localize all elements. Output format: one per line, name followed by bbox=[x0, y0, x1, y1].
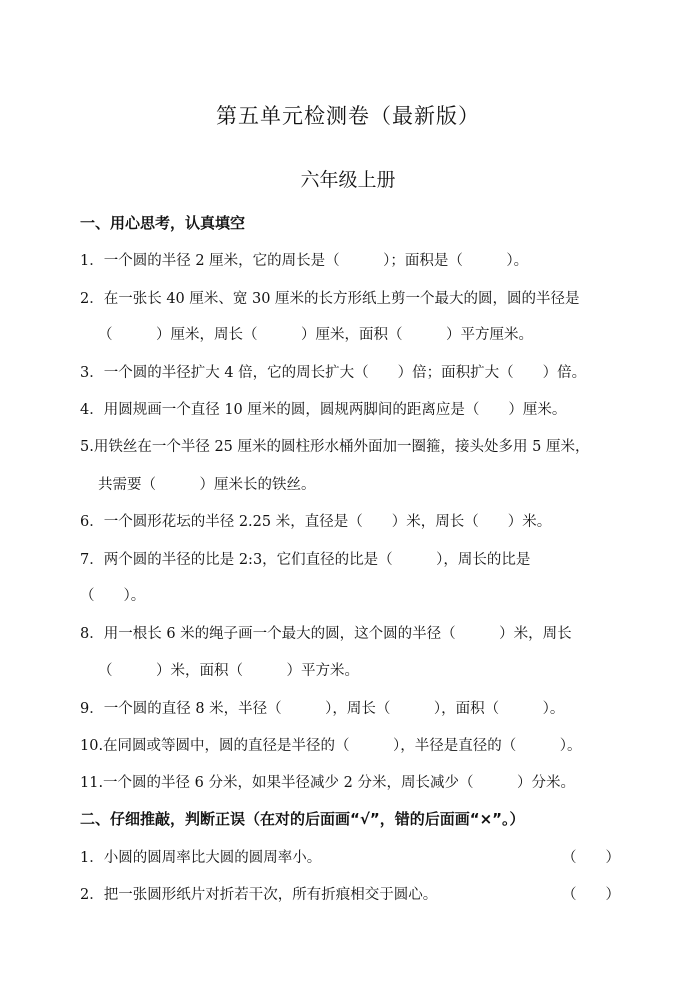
question-line: 4．用圆规画一个直径 10 厘米的圆，圆规两脚间的距离应是（ ）厘米。 bbox=[80, 402, 567, 418]
question-line: 1．一个圆的半径 2 厘米，它的周长是（ ）；面积是（ ）。 bbox=[80, 253, 529, 269]
question-line: 7．两个圆的半径的比是 2:3，它们直径的比是（ ），周长的比是 bbox=[80, 552, 531, 568]
question-line: 10.在同圆或等圆中，圆的直径是半径的（ ），半径是直径的（ ）。 bbox=[80, 738, 582, 754]
question-line: （ ）厘米，周长（ ）厘米，面积（ ）平方厘米。 bbox=[98, 327, 533, 343]
question-line: （ ）米，面积（ ）平方米。 bbox=[98, 663, 359, 679]
question-line: （ ）。 bbox=[80, 588, 146, 604]
question-line: 共需要（ ）厘米长的铁丝。 bbox=[98, 477, 316, 493]
question-line: 6．一个圆形花坛的半径 2.25 米，直径是（ ）米，周长（ ）米。 bbox=[80, 514, 552, 530]
question-line: 3．一个圆的半径扩大 4 倍，它的周长扩大（ ）倍；面积扩大（ ）倍。 bbox=[80, 365, 587, 381]
section-heading-true-false: 二、仔细推敲，判断正误（在对的后面画“√”，错的后面画“×”。） bbox=[80, 810, 525, 828]
question-line: 11.一个圆的半径 6 分米，如果半径减少 2 分米，周长减少（ ）分米。 bbox=[80, 775, 575, 791]
question-line: 5.用铁丝在一个半径 25 厘米的圆柱形水桶外面加一圈箍，接头处多用 5 厘米， bbox=[80, 439, 590, 455]
question-line: 8．用一根长 6 米的绳子画一个最大的圆，这个圆的半径（ ）米，周长 bbox=[80, 626, 572, 642]
page-title: 第五单元检测卷（最新版） bbox=[216, 104, 480, 128]
question-line: 2．把一张圆形纸片对折若干次，所有折痕相交于圆心。 bbox=[80, 887, 438, 903]
question-line: 9．一个圆的直径 8 米，半径（ ），周长（ ），面积（ ）。 bbox=[80, 701, 565, 717]
page-subtitle: 六年级上册 bbox=[300, 169, 396, 191]
question-line: 2．在一张长 40 厘米、宽 30 厘米的长方形纸上剪一个最大的圆，圆的半径是 bbox=[80, 291, 580, 307]
answer-box: （ ） bbox=[562, 850, 620, 866]
section-heading-fill-in: 一、用心思考，认真填空 bbox=[80, 214, 246, 232]
question-line: 1．小圆的圆周率比大圆的圆周率小。 bbox=[80, 850, 322, 866]
answer-box: （ ） bbox=[562, 887, 620, 903]
